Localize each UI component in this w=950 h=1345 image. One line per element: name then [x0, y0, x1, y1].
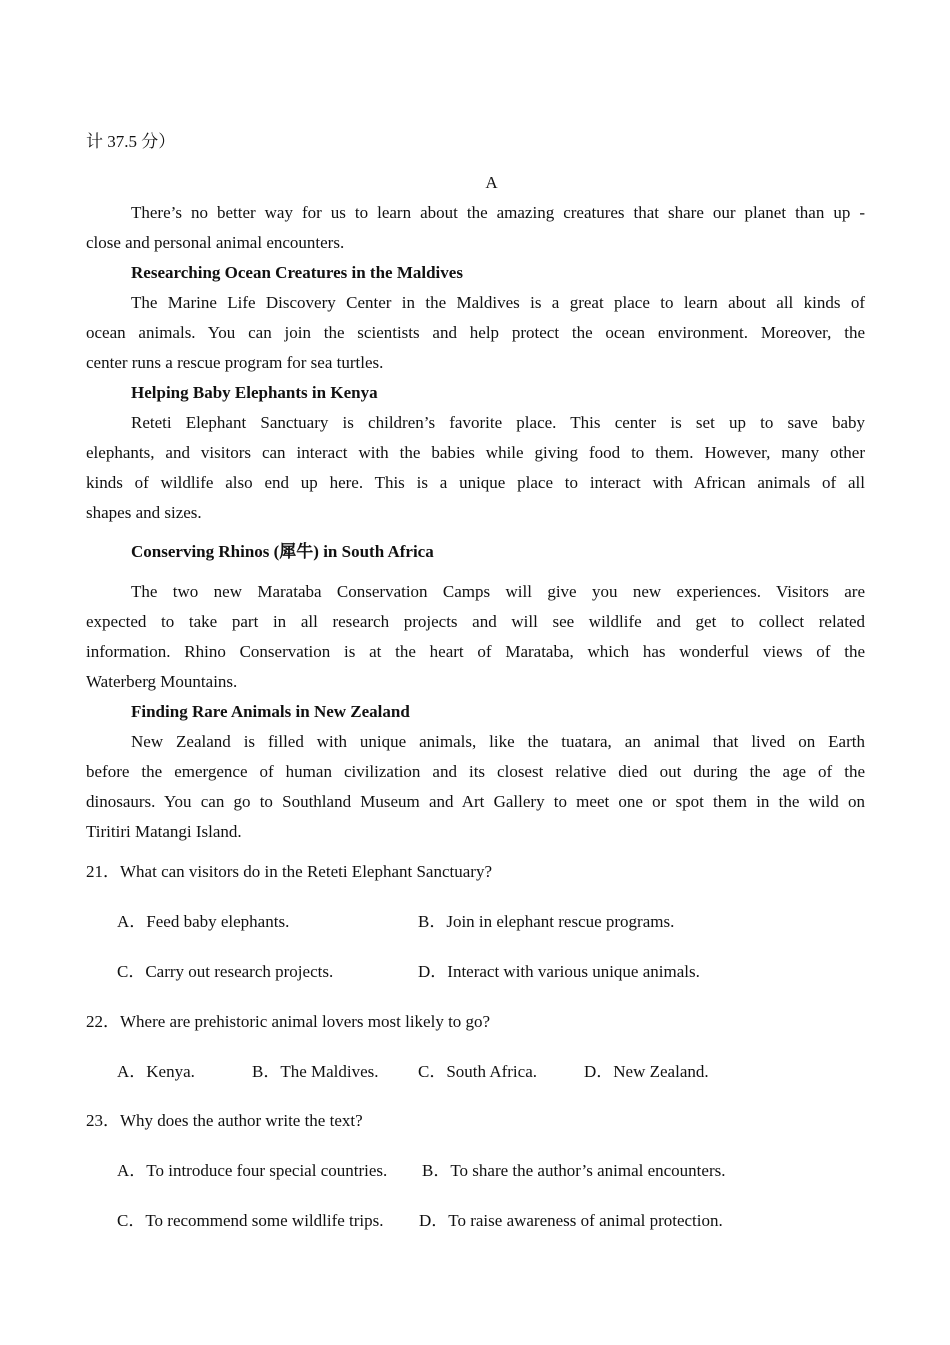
- paragraph-line: kinds of wildlife also end up here. This is a unique place to interact with African animals of all: [86, 473, 865, 492]
- question-stem: 21．What can visitors do in the Reteti Elephant Sanctuary?: [86, 862, 492, 881]
- paragraph-line: Waterberg Mountains.: [86, 672, 238, 691]
- paragraph-line: information. Rhino Conservation is at the heart of Marataba, which has wonderful views of the: [86, 642, 865, 661]
- answer-option[interactable]: B．Join in elephant rescue programs.: [418, 912, 675, 931]
- answer-option[interactable]: B．The Maldives.: [252, 1062, 379, 1081]
- answer-option[interactable]: A．To introduce four special countries.: [117, 1161, 388, 1180]
- paragraph-line: expected to take part in all research projects and will see wildlife and get to collect related: [86, 612, 865, 631]
- answer-option[interactable]: B．To share the author’s animal encounters.: [422, 1161, 726, 1180]
- section-heading: Researching Ocean Creatures in the Maldives: [131, 263, 463, 282]
- paragraph-line: center runs a rescue program for sea turtles.: [86, 353, 384, 372]
- question-stem: 22．Where are prehistoric animal lovers most likely to go?: [86, 1012, 491, 1031]
- paragraph-line: New Zealand is filled with unique animals, like the tuatara, an animal that lived on Earth: [131, 732, 865, 751]
- answer-option[interactable]: A．Feed baby elephants.: [117, 912, 290, 931]
- paragraph-line: ocean animals. You can join the scientists and help protect the ocean environment. Moreover, the: [86, 323, 865, 342]
- intro-line: close and personal animal encounters.: [86, 233, 345, 252]
- paragraph-line: Reteti Elephant Sanctuary is children’s favorite place. This center is set up to save baby: [131, 413, 865, 432]
- paragraph-line: elephants, and visitors can interact with the babies while giving food to them. However, many other: [86, 443, 865, 462]
- section-heading: Helping Baby Elephants in Kenya: [131, 383, 378, 402]
- answer-option[interactable]: D．New Zealand.: [584, 1062, 709, 1081]
- answer-option[interactable]: C．South Africa.: [418, 1062, 537, 1081]
- intro-line: There’s no better way for us to learn about the amazing creatures that share our planet than up -: [131, 203, 865, 222]
- paragraph-line: before the emergence of human civilization and its closest relative died out during the age of the: [86, 762, 865, 781]
- answer-option[interactable]: D．To raise awareness of animal protection.: [419, 1211, 723, 1230]
- paragraph-line: dinosaurs. You can go to Southland Museum and Art Gallery to meet one or spot them in the wild on: [86, 792, 865, 811]
- section-heading: Finding Rare Animals in New Zealand: [131, 702, 410, 721]
- paragraph-line: Tiritiri Matangi Island.: [86, 822, 242, 841]
- question-stem: 23．Why does the author write the text?: [86, 1111, 363, 1130]
- answer-option[interactable]: A．Kenya.: [117, 1062, 195, 1081]
- passage-label: A: [485, 173, 498, 192]
- section-heading: Conserving Rhinos (犀牛) in South Africa: [131, 542, 434, 561]
- paragraph-line: shapes and sizes.: [86, 503, 202, 522]
- answer-option[interactable]: C．To recommend some wildlife trips.: [117, 1211, 384, 1230]
- answer-option[interactable]: C．Carry out research projects.: [117, 962, 334, 981]
- paragraph-line: The two new Marataba Conservation Camps will give you new experiences. Visitors are: [131, 582, 865, 601]
- answer-option[interactable]: D．Interact with various unique animals.: [418, 962, 700, 981]
- section-score-fragment: 计 37.5 分）: [86, 132, 176, 151]
- paragraph-line: The Marine Life Discovery Center in the Maldives is a great place to learn about all kinds of: [131, 293, 865, 312]
